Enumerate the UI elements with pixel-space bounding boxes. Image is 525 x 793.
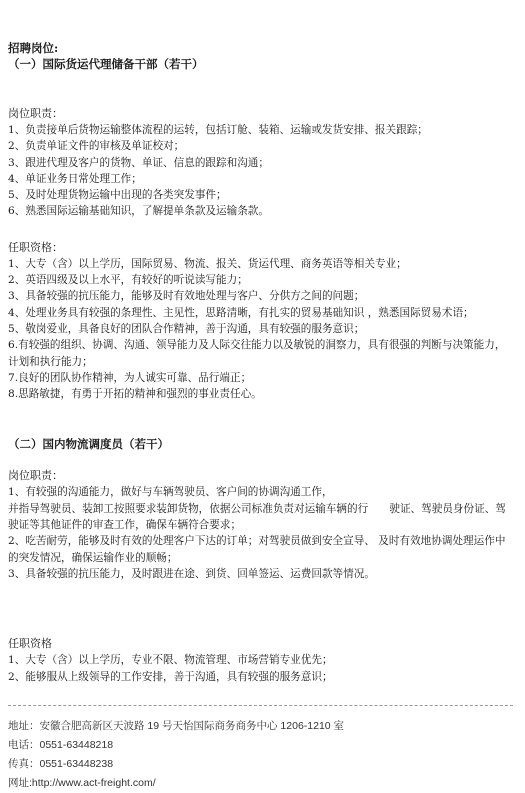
contact-footer	[8, 717, 513, 793]
job-posting-document	[8, 40, 513, 685]
list-item: 8.思路敏捷，有勇于开拓的精神和强烈的事业责任心。	[8, 388, 262, 401]
list-item: 4、处理业务具有较强的条理性、主见性，思路清晰，有扎实的贸易基础知识 ，熟悉国际贸易术语；	[8, 306, 474, 319]
page-title: 招聘岗位:	[8, 41, 59, 55]
list-item: 5、及时处理货物运输中出现的各类突发事件；	[8, 189, 227, 202]
contact-website[interactable]: 网址:http://www.act-freight.com/	[8, 777, 156, 789]
list-item: 7.良好的团队协作精神，为人诚实可靠、品行端正；	[8, 371, 252, 384]
list-item: 并指导驾驶员、装卸工按照要求装卸货物，依据公司标准负责对运输车辆的行 驶证、驾驶员身份证、驾驶证等其他证件的审查工作，确保车辆符合要求；	[8, 502, 506, 532]
list-item: 4、单证业务日常处理工作；	[8, 172, 142, 185]
section1-duties-label: 岗位职责：	[8, 107, 63, 120]
section2-duties-list	[8, 484, 513, 582]
list-item: 1、负责接单后货物运输整体流程的运转，包括订舱、装箱、运输或发货安排、报关跟踪；	[8, 124, 428, 136]
list-item: 1、有较强的沟通能力，做好与车辆驾驶员、客户间的协调沟通工作，	[8, 486, 333, 499]
list-item: 2、吃苦耐劳，能够及时有效的处理客户下达的订单；对驾驶员做到安全宣导、 及时有效地协调处理运作中的突发情况，确保运输作业的顺畅；	[8, 535, 506, 564]
section1-requirements-list	[8, 256, 513, 403]
list-item: 2、英语四级及以上水平，有较好的听说读写能力；	[8, 274, 248, 287]
footer-divider	[8, 705, 513, 706]
contact-phone: 电话：0551-63448218	[8, 739, 114, 751]
section1-duties-list	[8, 122, 513, 220]
list-item: 6.有较强的组织、协调、沟通、领导能力及人际交往能力以及敏锐的洞察力，具有很强的判断与决策能力，计划和执行能力；	[8, 339, 506, 368]
section2-duties-label: 岗位职责：	[8, 469, 63, 483]
list-item: 3、跟进代理及客户的货物、单证、信息的跟踪和沟通；	[8, 156, 269, 169]
list-item: 6、熟悉国际运输基础知识，了解提单条款及运输条款。	[8, 205, 269, 218]
section1-requirements-label: 任职资格：	[8, 240, 63, 254]
section2-title: （二）国内物流调度员（若干）	[8, 437, 169, 452]
list-item: 5、敬岗爱业，具备良好的团队合作精神，善于沟通，具有较强的服务意识；	[8, 322, 365, 335]
list-item: 1、大专（含）以上学历，国际贸易、物流、报关、货运代理、商务英语等相关专业；	[8, 257, 407, 270]
list-item: 1、大专（含）以上学历，专业不限、物流管理、市场营销专业优先；	[8, 654, 333, 667]
section2-requirements-label: 任职资格	[8, 637, 52, 651]
contact-fax: 传真：0551-63448238	[8, 758, 114, 770]
list-item: 2、能够服从上级领导的工作安排，善于沟通，具有较强的服务意识；	[8, 670, 333, 683]
list-item: 3、具备较强的抗压能力，及时跟进在途、到货、回单签运、运费回款等情况。	[8, 567, 375, 580]
cropped-top-text	[8, 0, 513, 4]
section1-title: （一）国际货运代理储备干部（若干）	[8, 57, 204, 71]
section2-requirements-list	[8, 652, 513, 685]
list-item: 2、负责单证文件的审核及单证校对；	[8, 140, 185, 153]
contact-address: 地址：安徽合肥高新区天波路 19 号天怡国际商务商务中心 1206-1210 室	[8, 720, 345, 732]
list-item: 3、具备较强的抗压能力，能够及时有效地处理与客户、分供方之间的问题；	[8, 290, 365, 303]
